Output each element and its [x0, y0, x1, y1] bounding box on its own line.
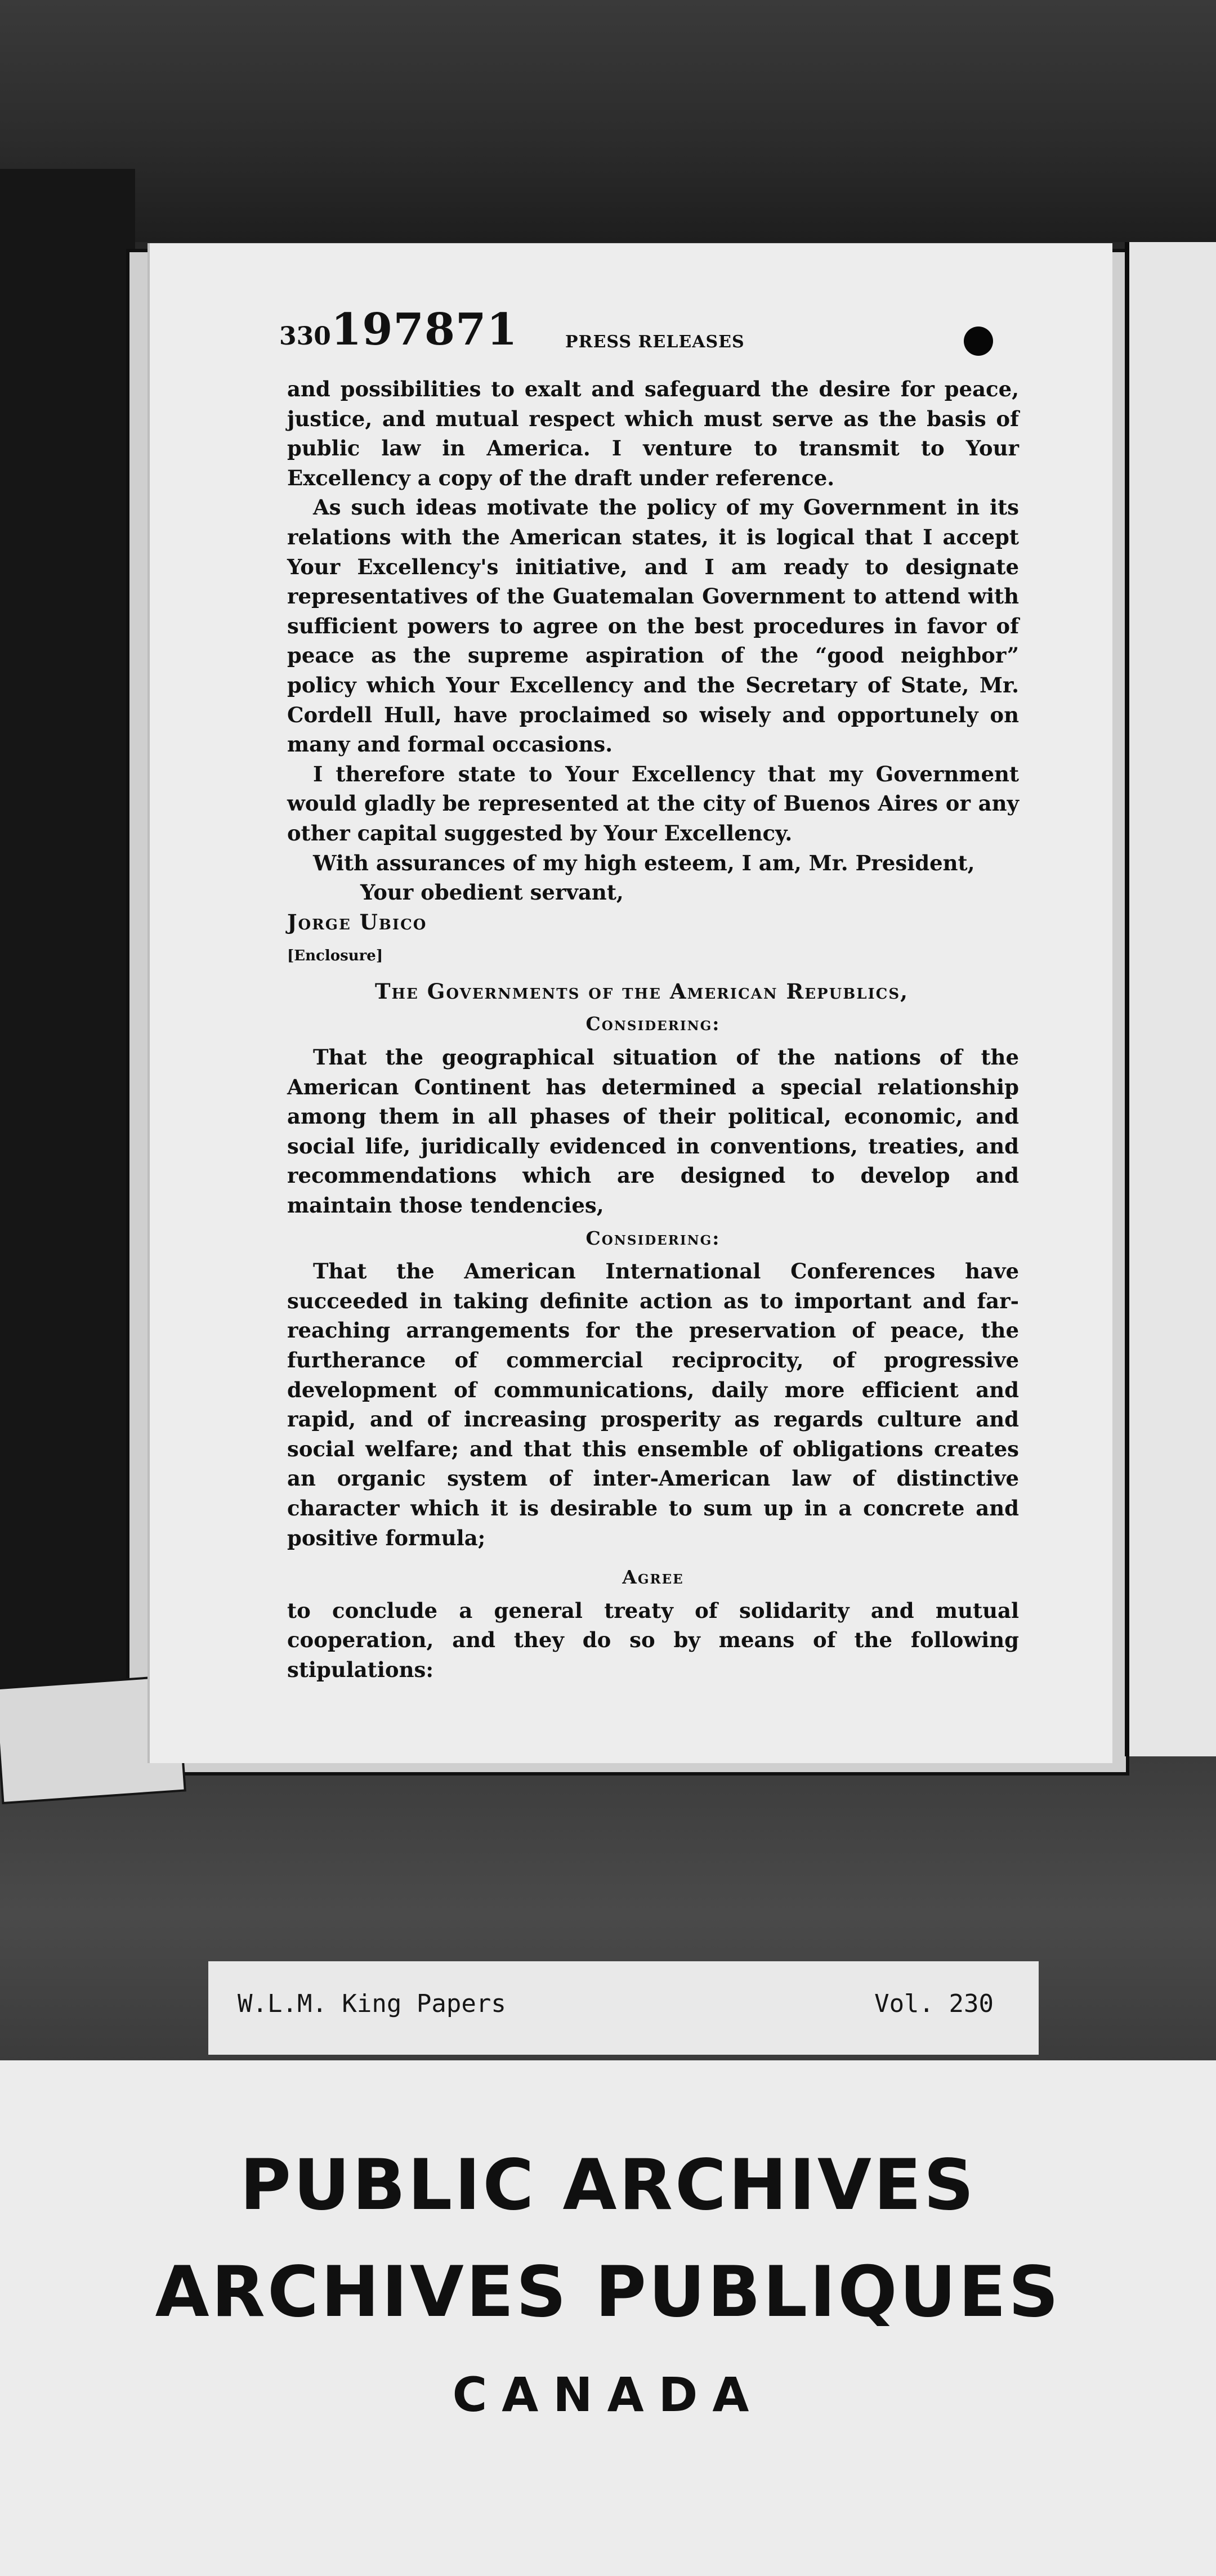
letter-signer: Jorge Ubico: [287, 909, 427, 934]
considering-text-1: That the geographical situation of the nations of the American Continent has determined a special relationship among them in all phases of their political, economic, and social life, juridically evidenced in conventions, treaties, and recommendations which are designed to develop and maintain those tendencies,: [287, 1045, 1019, 1218]
collection-name: W.L.M. King Papers: [238, 1989, 506, 2018]
page-number: 330: [279, 322, 331, 351]
agree-heading: Agree: [622, 1566, 684, 1589]
archives-panel: [0, 2060, 1216, 2576]
archives-title-fr: ARCHIVES PUBLIQUES: [155, 2252, 1061, 2333]
archives-country: CANADA: [452, 2367, 764, 2422]
considering-heading-1: Considering:: [585, 1013, 721, 1035]
document-body: [287, 374, 1019, 1685]
running-head: PRESS RELEASES: [565, 332, 745, 352]
archives-title-en: PUBLIC ARCHIVES: [240, 2145, 976, 2226]
letter-paragraph-2: As such ideas motivate the policy of my Government in its relations with the American states, it is logical that I accept Your Excellency's initiative, and I am ready to designate representatives of the Guatemalan Government to attend with sufficient powers to agree on the best procedures in favor of peace as the supreme aspiration of the “good neighbor” policy which Your Excellency and the Secretary of State, Mr. Cordell Hull, have proclaimed so wisely and opportunely on many and formal occasions.: [287, 495, 1019, 757]
background-left: [0, 169, 135, 1801]
stamp-number: 197871: [331, 304, 518, 355]
volume-number: Vol. 230: [874, 1989, 994, 2018]
collection-label-bar: [208, 1961, 1039, 2055]
letter-paragraph-1: and possibilities to exalt and safeguard the desire for peace, justice, and mutual respect which must serve as the basis of public law in America. I venture to transmit to Your Excellency a copy of the draft under reference.: [287, 377, 1019, 490]
letter-closing: With assurances of my high esteem, I am, Mr. President,: [313, 850, 975, 875]
page-header: [279, 304, 1034, 355]
letter-closing-servant: Your obedient servant,: [360, 880, 624, 905]
facing-page-edge: [1125, 242, 1216, 1756]
enclosure-label: [Enclosure]: [287, 947, 383, 965]
spacer: [287, 1553, 1019, 1559]
agree-text: to conclude a general treaty of solidarity and mutual cooperation, and they do so by means of the following stipulations:: [287, 1598, 1019, 1682]
punch-hole-icon: [964, 327, 993, 356]
considering-text-2: That the American International Conferences have succeeded in taking definite action as to important and far-reaching arrangements for the preservation of peace, the furtherance of commercial reciprocity, of progressive development of communications, daily more efficient and rapid, and of increasing prosperity as regards culture and social welfare; and that this ensemble of obligations creates an organic system of inter-American law of distinctive character which it is desirable to sum up in a concrete and positive formula;: [287, 1259, 1019, 1550]
background-top: [0, 0, 1216, 242]
enclosure-governments: The Governments of the American Republics,: [374, 978, 909, 1004]
considering-heading-2: Considering:: [585, 1227, 721, 1249]
letter-paragraph-3: I therefore state to Your Excellency that my Government would gladly be represented at the city of Buenos Aires or any other capital suggested by Your Excellency.: [287, 761, 1019, 846]
